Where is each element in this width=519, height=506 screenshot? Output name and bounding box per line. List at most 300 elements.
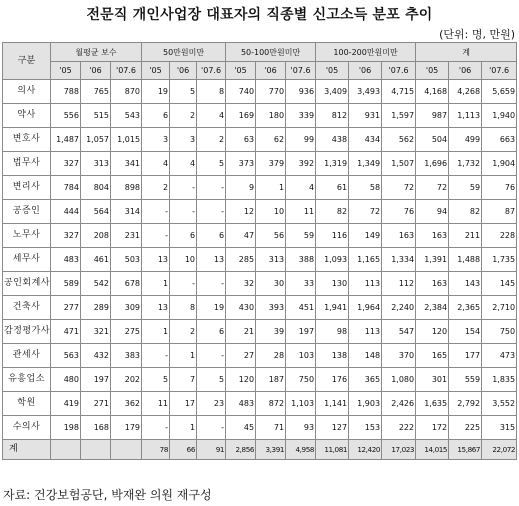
table-cell: 987	[416, 104, 449, 128]
year-header: '06	[81, 62, 111, 80]
table-cell: 13	[197, 248, 226, 272]
table-cell: 113	[349, 320, 382, 344]
table-cell: 148	[349, 344, 382, 368]
table-cell: 589	[51, 272, 81, 296]
table-cell: 2,365	[449, 296, 482, 320]
table-cell: 870	[111, 80, 142, 104]
table-cell: 765	[81, 80, 111, 104]
table-cell: 58	[349, 176, 382, 200]
table-cell: 168	[81, 416, 111, 440]
table-cell: 59	[286, 224, 316, 248]
table-cell: -	[197, 176, 226, 200]
year-header: '05	[416, 62, 449, 80]
table-cell: 5	[197, 152, 226, 176]
table-cell: 556	[51, 104, 81, 128]
table-cell: 936	[286, 80, 316, 104]
table-row	[3, 392, 517, 416]
table-cell: 4	[170, 152, 197, 176]
table-cell: 93	[286, 416, 316, 440]
year-header: '05	[51, 62, 81, 80]
table-row	[3, 224, 517, 248]
table-cell: 17	[170, 392, 197, 416]
table-cell: 197	[286, 320, 316, 344]
table-cell: 1,141	[316, 392, 349, 416]
table-cell: 169	[226, 104, 256, 128]
group-header-total: 계	[416, 43, 517, 62]
row-label: 관세사	[3, 344, 51, 368]
table-cell: 1,507	[382, 152, 416, 176]
table-cell: 1,635	[416, 392, 449, 416]
table-cell: 1,103	[286, 392, 316, 416]
table-cell: 228	[482, 224, 517, 248]
group-header-avg-pay: 월평균 보수	[51, 43, 142, 62]
table-cell: -	[197, 272, 226, 296]
table-cell: 434	[349, 128, 382, 152]
table-row	[3, 272, 517, 296]
table-cell: 503	[111, 248, 142, 272]
row-label: 유흥업소	[3, 368, 51, 392]
table-row	[3, 368, 517, 392]
table-cell: 130	[316, 272, 349, 296]
table-cell: 4	[142, 152, 170, 176]
group-header-50-100: 50-100만원미만	[226, 43, 316, 62]
table-cell: 740	[226, 80, 256, 104]
year-header: '07.6	[382, 62, 416, 80]
page-title: 전문직 개인사업장 대표자의 직종별 신고소득 분포 추이	[86, 7, 433, 23]
table-cell: 11	[142, 392, 170, 416]
table-cell: 1,904	[482, 152, 517, 176]
table-cell: 373	[226, 152, 256, 176]
row-label: 노무사	[3, 224, 51, 248]
total-cell: 2,856	[226, 440, 256, 460]
table-cell: 1,597	[382, 104, 416, 128]
table-cell: 804	[81, 176, 111, 200]
table-cell: 176	[316, 368, 349, 392]
table-cell: 180	[256, 104, 286, 128]
table-cell: 275	[111, 320, 142, 344]
table-cell: -	[170, 272, 197, 296]
table-cell: 461	[81, 248, 111, 272]
table-cell: 76	[382, 200, 416, 224]
year-header: '07.6	[197, 62, 226, 80]
table-cell: 1,735	[482, 248, 517, 272]
table-cell: 379	[256, 152, 286, 176]
year-header: '06	[349, 62, 382, 80]
table-cell: 4	[197, 104, 226, 128]
year-header: '06	[449, 62, 482, 80]
table-cell: 165	[416, 344, 449, 368]
table-cell: 4,268	[449, 80, 482, 104]
table-cell: 8	[197, 80, 226, 104]
table-cell: 362	[111, 392, 142, 416]
table-row	[3, 200, 517, 224]
table-cell: 543	[111, 104, 142, 128]
table-cell: 1	[170, 344, 197, 368]
table-cell: 116	[316, 224, 349, 248]
table-cell: 12	[226, 200, 256, 224]
table-cell: 931	[349, 104, 382, 128]
table-cell: -	[170, 200, 197, 224]
table-cell: 163	[416, 224, 449, 248]
table-cell: 2,384	[416, 296, 449, 320]
table-cell: 277	[51, 296, 81, 320]
table-cell: 2,710	[482, 296, 517, 320]
row-label: 건축사	[3, 296, 51, 320]
table-cell: 3,409	[316, 80, 349, 104]
total-cell: 91	[197, 440, 226, 460]
table-cell: 289	[81, 296, 111, 320]
total-cell: 4,958	[286, 440, 316, 460]
total-cell: 17,023	[382, 440, 416, 460]
table-cell: 19	[142, 80, 170, 104]
table-cell: 6	[170, 224, 197, 248]
table-cell: 154	[449, 320, 482, 344]
table-cell: 4,168	[416, 80, 449, 104]
row-label: 공인회계사	[3, 272, 51, 296]
table-cell: 62	[256, 128, 286, 152]
table-cell: 6	[197, 320, 226, 344]
table-cell: 750	[286, 368, 316, 392]
table-cell: 1	[256, 176, 286, 200]
group-header-100-200: 100-200만원미만	[316, 43, 416, 62]
table-cell: 2	[142, 176, 170, 200]
table-cell: 451	[286, 296, 316, 320]
table-cell: 898	[111, 176, 142, 200]
empty-cell	[111, 440, 142, 460]
table-cell: 872	[256, 392, 286, 416]
table-cell: 784	[51, 176, 81, 200]
table-cell: 76	[482, 176, 517, 200]
source-note: 자료: 건강보험공단, 박재완 의원 재구성	[3, 488, 212, 502]
table-cell: 1,391	[416, 248, 449, 272]
table-cell: 5	[197, 368, 226, 392]
table-cell: 153	[349, 416, 382, 440]
table-cell: 211	[449, 224, 482, 248]
table-cell: 483	[226, 392, 256, 416]
row-label: 변리사	[3, 176, 51, 200]
table-cell: 177	[449, 344, 482, 368]
table-cell: 45	[226, 416, 256, 440]
table-cell: 6	[142, 104, 170, 128]
table-cell: -	[142, 224, 170, 248]
table-cell: 30	[256, 272, 286, 296]
table-cell: 2	[197, 128, 226, 152]
table-row	[3, 104, 517, 128]
table-cell: 27	[226, 344, 256, 368]
table-cell: 6	[197, 224, 226, 248]
table-cell: 1	[142, 320, 170, 344]
unit-label: (단위: 명, 만원)	[439, 28, 515, 41]
table-cell: 678	[111, 272, 142, 296]
table-cell: 5,659	[482, 80, 517, 104]
table-cell: 499	[449, 128, 482, 152]
table-cell: 145	[482, 272, 517, 296]
year-header: '07.6	[482, 62, 517, 80]
table-cell: 1,964	[349, 296, 382, 320]
table-cell: 98	[316, 320, 349, 344]
table-cell: 61	[316, 176, 349, 200]
table-cell: 1,057	[81, 128, 111, 152]
year-header: '07.6	[111, 62, 142, 80]
table-cell: 120	[226, 368, 256, 392]
total-cell: 3,391	[256, 440, 286, 460]
table-cell: 392	[286, 152, 316, 176]
table-cell: 231	[111, 224, 142, 248]
table-cell: 94	[416, 200, 449, 224]
table-cell: -	[197, 200, 226, 224]
table-cell: 564	[81, 200, 111, 224]
table-cell: 2	[170, 104, 197, 128]
table-cell: 56	[256, 224, 286, 248]
table-cell: 222	[382, 416, 416, 440]
table-cell: 13	[142, 296, 170, 320]
table-cell: 770	[256, 80, 286, 104]
row-label: 세무사	[3, 248, 51, 272]
table-cell: 127	[316, 416, 349, 440]
table-cell: 1,113	[449, 104, 482, 128]
table-cell: 1,319	[316, 152, 349, 176]
table-row	[3, 152, 517, 176]
table-cell: 314	[111, 200, 142, 224]
table-cell: 39	[256, 320, 286, 344]
table-cell: 225	[449, 416, 482, 440]
row-label: 약사	[3, 104, 51, 128]
table-row	[3, 296, 517, 320]
table-cell: 327	[51, 152, 81, 176]
table-cell: 10	[256, 200, 286, 224]
table-cell: 3,493	[349, 80, 382, 104]
year-header-row	[3, 62, 517, 80]
table-cell: -	[170, 176, 197, 200]
table-row	[3, 344, 517, 368]
row-label: 수의사	[3, 416, 51, 440]
table-cell: 480	[51, 368, 81, 392]
table-cell: 315	[482, 416, 517, 440]
table-cell: 10	[170, 248, 197, 272]
table-cell: 438	[316, 128, 349, 152]
table-cell: 1	[170, 416, 197, 440]
row-label: 변호사	[3, 128, 51, 152]
row-label: 법무사	[3, 152, 51, 176]
table-body	[3, 80, 517, 460]
table-cell: 444	[51, 200, 81, 224]
table-cell: 547	[382, 320, 416, 344]
total-cell: 14,015	[416, 440, 449, 460]
table-cell: 28	[256, 344, 286, 368]
table-cell: 21	[226, 320, 256, 344]
group-header-row	[3, 43, 517, 62]
table-cell: 163	[382, 224, 416, 248]
table-cell: 33	[286, 272, 316, 296]
category-header: 구분	[3, 43, 51, 80]
table-cell: 11	[286, 200, 316, 224]
total-cell: 78	[142, 440, 170, 460]
year-header: '05	[226, 62, 256, 80]
table-cell: 1,903	[349, 392, 382, 416]
table-cell: 339	[286, 104, 316, 128]
row-label: 공증인	[3, 200, 51, 224]
table-cell: 1,093	[316, 248, 349, 272]
table-cell: 563	[51, 344, 81, 368]
table-cell: 4	[286, 176, 316, 200]
table-cell: 1,835	[482, 368, 517, 392]
table-cell: 71	[256, 416, 286, 440]
table-cell: 3,552	[482, 392, 517, 416]
row-label: 의사	[3, 80, 51, 104]
table-cell: 515	[81, 104, 111, 128]
table-cell: 663	[482, 128, 517, 152]
table-cell: 197	[81, 368, 111, 392]
table-cell: 202	[111, 368, 142, 392]
table-row	[3, 248, 517, 272]
table-cell: 1,696	[416, 152, 449, 176]
table-cell: 179	[111, 416, 142, 440]
table-cell: 112	[382, 272, 416, 296]
total-label: 계	[3, 440, 51, 460]
table-cell: 2,792	[449, 392, 482, 416]
table-cell: 1,334	[382, 248, 416, 272]
table-cell: 82	[316, 200, 349, 224]
table-cell: 471	[51, 320, 81, 344]
year-header: '05	[316, 62, 349, 80]
income-distribution-table	[2, 42, 517, 460]
table-cell: 271	[81, 392, 111, 416]
table-cell: 562	[382, 128, 416, 152]
table-cell: 504	[416, 128, 449, 152]
table-cell: 1,732	[449, 152, 482, 176]
table-row	[3, 320, 517, 344]
table-cell: 7	[170, 368, 197, 392]
table-cell: -	[142, 344, 170, 368]
table-cell: 432	[81, 344, 111, 368]
table-cell: 4,715	[382, 80, 416, 104]
table-cell: 1,487	[51, 128, 81, 152]
table-cell: 1,165	[349, 248, 382, 272]
table-cell: 812	[316, 104, 349, 128]
empty-cell	[51, 440, 81, 460]
total-cell: 22,072	[482, 440, 517, 460]
group-header-under-50: 50만원미만	[142, 43, 226, 62]
table-cell: 788	[51, 80, 81, 104]
table-cell: 473	[482, 344, 517, 368]
table-cell: 82	[449, 200, 482, 224]
table-cell: 187	[256, 368, 286, 392]
table-cell: -	[142, 416, 170, 440]
table-cell: 750	[482, 320, 517, 344]
table-cell: 5	[170, 80, 197, 104]
table-cell: 321	[81, 320, 111, 344]
table-cell: 1,941	[316, 296, 349, 320]
table-cell: 19	[197, 296, 226, 320]
row-label: 학원	[3, 392, 51, 416]
table-cell: 208	[81, 224, 111, 248]
table-cell: 72	[349, 200, 382, 224]
table-cell: 23	[197, 392, 226, 416]
table-cell: 8	[170, 296, 197, 320]
table-cell: 72	[382, 176, 416, 200]
table-cell: 2	[170, 320, 197, 344]
table-cell: 149	[349, 224, 382, 248]
table-cell: 1	[142, 272, 170, 296]
table-cell: 370	[382, 344, 416, 368]
table-cell: 87	[482, 200, 517, 224]
total-row	[3, 440, 517, 460]
table-cell: -	[197, 416, 226, 440]
table-cell: 120	[416, 320, 449, 344]
table-cell: 341	[111, 152, 142, 176]
table-cell: 163	[416, 272, 449, 296]
table-cell: 559	[449, 368, 482, 392]
table-cell: 3	[170, 128, 197, 152]
table-cell: 198	[51, 416, 81, 440]
table-cell: 430	[226, 296, 256, 320]
table-cell: 32	[226, 272, 256, 296]
table-cell: 59	[449, 176, 482, 200]
table-cell: 113	[349, 272, 382, 296]
table-cell: 2,240	[382, 296, 416, 320]
table-cell: 1,940	[482, 104, 517, 128]
year-header: '06	[170, 62, 197, 80]
table-cell: 138	[316, 344, 349, 368]
table-cell: 388	[286, 248, 316, 272]
table-cell: 99	[286, 128, 316, 152]
table-cell: 143	[449, 272, 482, 296]
table-cell: 365	[349, 368, 382, 392]
table-cell: 327	[51, 224, 81, 248]
table-cell: 172	[416, 416, 449, 440]
year-header: '07.6	[286, 62, 316, 80]
table-cell: 1,349	[349, 152, 382, 176]
table-cell: 63	[226, 128, 256, 152]
table-cell: 103	[286, 344, 316, 368]
table-cell: 3	[142, 128, 170, 152]
table-cell: 13	[142, 248, 170, 272]
table-cell: 1,015	[111, 128, 142, 152]
table-cell: 72	[416, 176, 449, 200]
table-cell: 285	[226, 248, 256, 272]
total-cell: 66	[170, 440, 197, 460]
table-cell: 383	[111, 344, 142, 368]
table-cell: 1,080	[382, 368, 416, 392]
table-cell: 542	[81, 272, 111, 296]
total-cell: 12,420	[349, 440, 382, 460]
table-row	[3, 176, 517, 200]
table-cell: 1,488	[449, 248, 482, 272]
table-row	[3, 128, 517, 152]
empty-cell	[81, 440, 111, 460]
table-cell: -	[197, 344, 226, 368]
table-cell: -	[142, 200, 170, 224]
table-cell: 483	[51, 248, 81, 272]
table-row	[3, 416, 517, 440]
table-cell: 5	[142, 368, 170, 392]
table-cell: 419	[51, 392, 81, 416]
row-label: 감정평가사	[3, 320, 51, 344]
year-header: '06	[256, 62, 286, 80]
table-cell: 393	[256, 296, 286, 320]
table-row	[3, 80, 517, 104]
total-cell: 11,081	[316, 440, 349, 460]
table-cell: 309	[111, 296, 142, 320]
table-cell: 2,426	[382, 392, 416, 416]
table-cell: 47	[226, 224, 256, 248]
year-header: '05	[142, 62, 170, 80]
total-cell: 15,867	[449, 440, 482, 460]
table-cell: 301	[416, 368, 449, 392]
table-cell: 313	[256, 248, 286, 272]
table-cell: 9	[226, 176, 256, 200]
table-cell: 313	[81, 152, 111, 176]
